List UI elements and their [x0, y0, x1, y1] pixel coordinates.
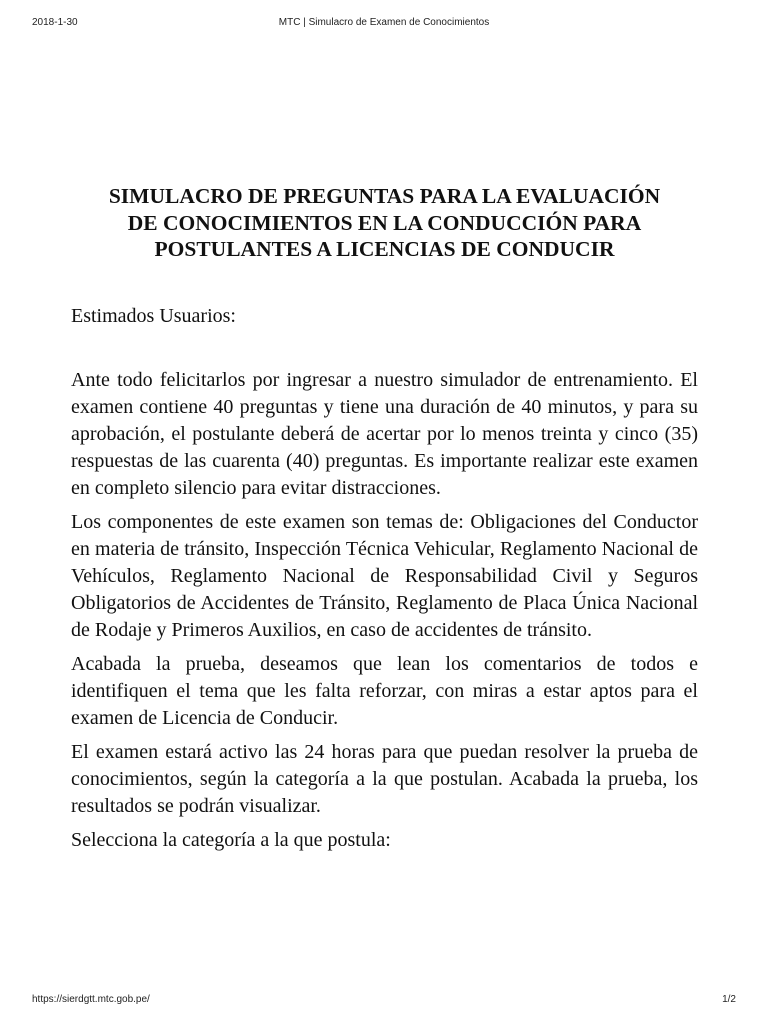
comments-paragraph: Acabada la prueba, deseamos que lean los comentarios de todos e identifiquen el tema que les falta reforzar, con miras a estar aptos para el examen de Licencia de Conducir.: [71, 652, 698, 729]
print-header: [0, 17, 768, 31]
salutation: Estimados Usuarios:: [71, 304, 236, 327]
category-prompt: Selecciona la categoría a la que postula:: [71, 828, 391, 851]
page-number: 1/2: [722, 994, 736, 1005]
intro-paragraph: Ante todo felicitarlos por ingresar a nuestro simulador de entrenamiento. El examen contiene 40 preguntas y tiene una duración de 40 minutos, y para su aprobación, el postulante deberá de acertar por lo menos treinta y cinco (35) respuestas de las cuarenta (40) preguntas. Es importante realizar este examen en completo silencio para evitar distracciones.: [71, 368, 698, 499]
print-footer: [0, 994, 768, 1008]
document-title: [71, 183, 698, 263]
print-date: 2018-1-30: [32, 17, 78, 28]
document-title-line: SIMULACRO DE PREGUNTAS PARA LA EVALUACIÓN: [108, 184, 661, 208]
print-page-title: MTC | Simulacro de Examen de Conocimientos: [278, 17, 490, 28]
document-title-line: POSTULANTES A LICENCIAS DE CONDUCIR: [154, 237, 615, 261]
document-body: [71, 183, 698, 854]
components-paragraph: Los componentes de este examen son temas de: Obligaciones del Conductor en materia de tránsito, Inspección Técnica Vehicular, Reglamento Nacional de Vehículos, Reglamento Nacional de Responsabilidad Civil y Seguros Obligatorios de Accidentes de Tránsito, Reglamento de Placa Única Nacional de Rodaje y Primeros Auxilios, en caso de accidentes de tránsito.: [71, 510, 698, 641]
availability-paragraph: El examen estará activo las 24 horas para que puedan resolver la prueba de conocimientos, según la categoría a la que postulan. Acabada la prueba, los resultados se podrán visualizar.: [71, 740, 698, 817]
document-title-line: DE CONOCIMIENTOS EN LA CONDUCCIÓN PARA: [127, 210, 642, 235]
print-url: https://sierdgtt.mtc.gob.pe/: [32, 994, 150, 1005]
